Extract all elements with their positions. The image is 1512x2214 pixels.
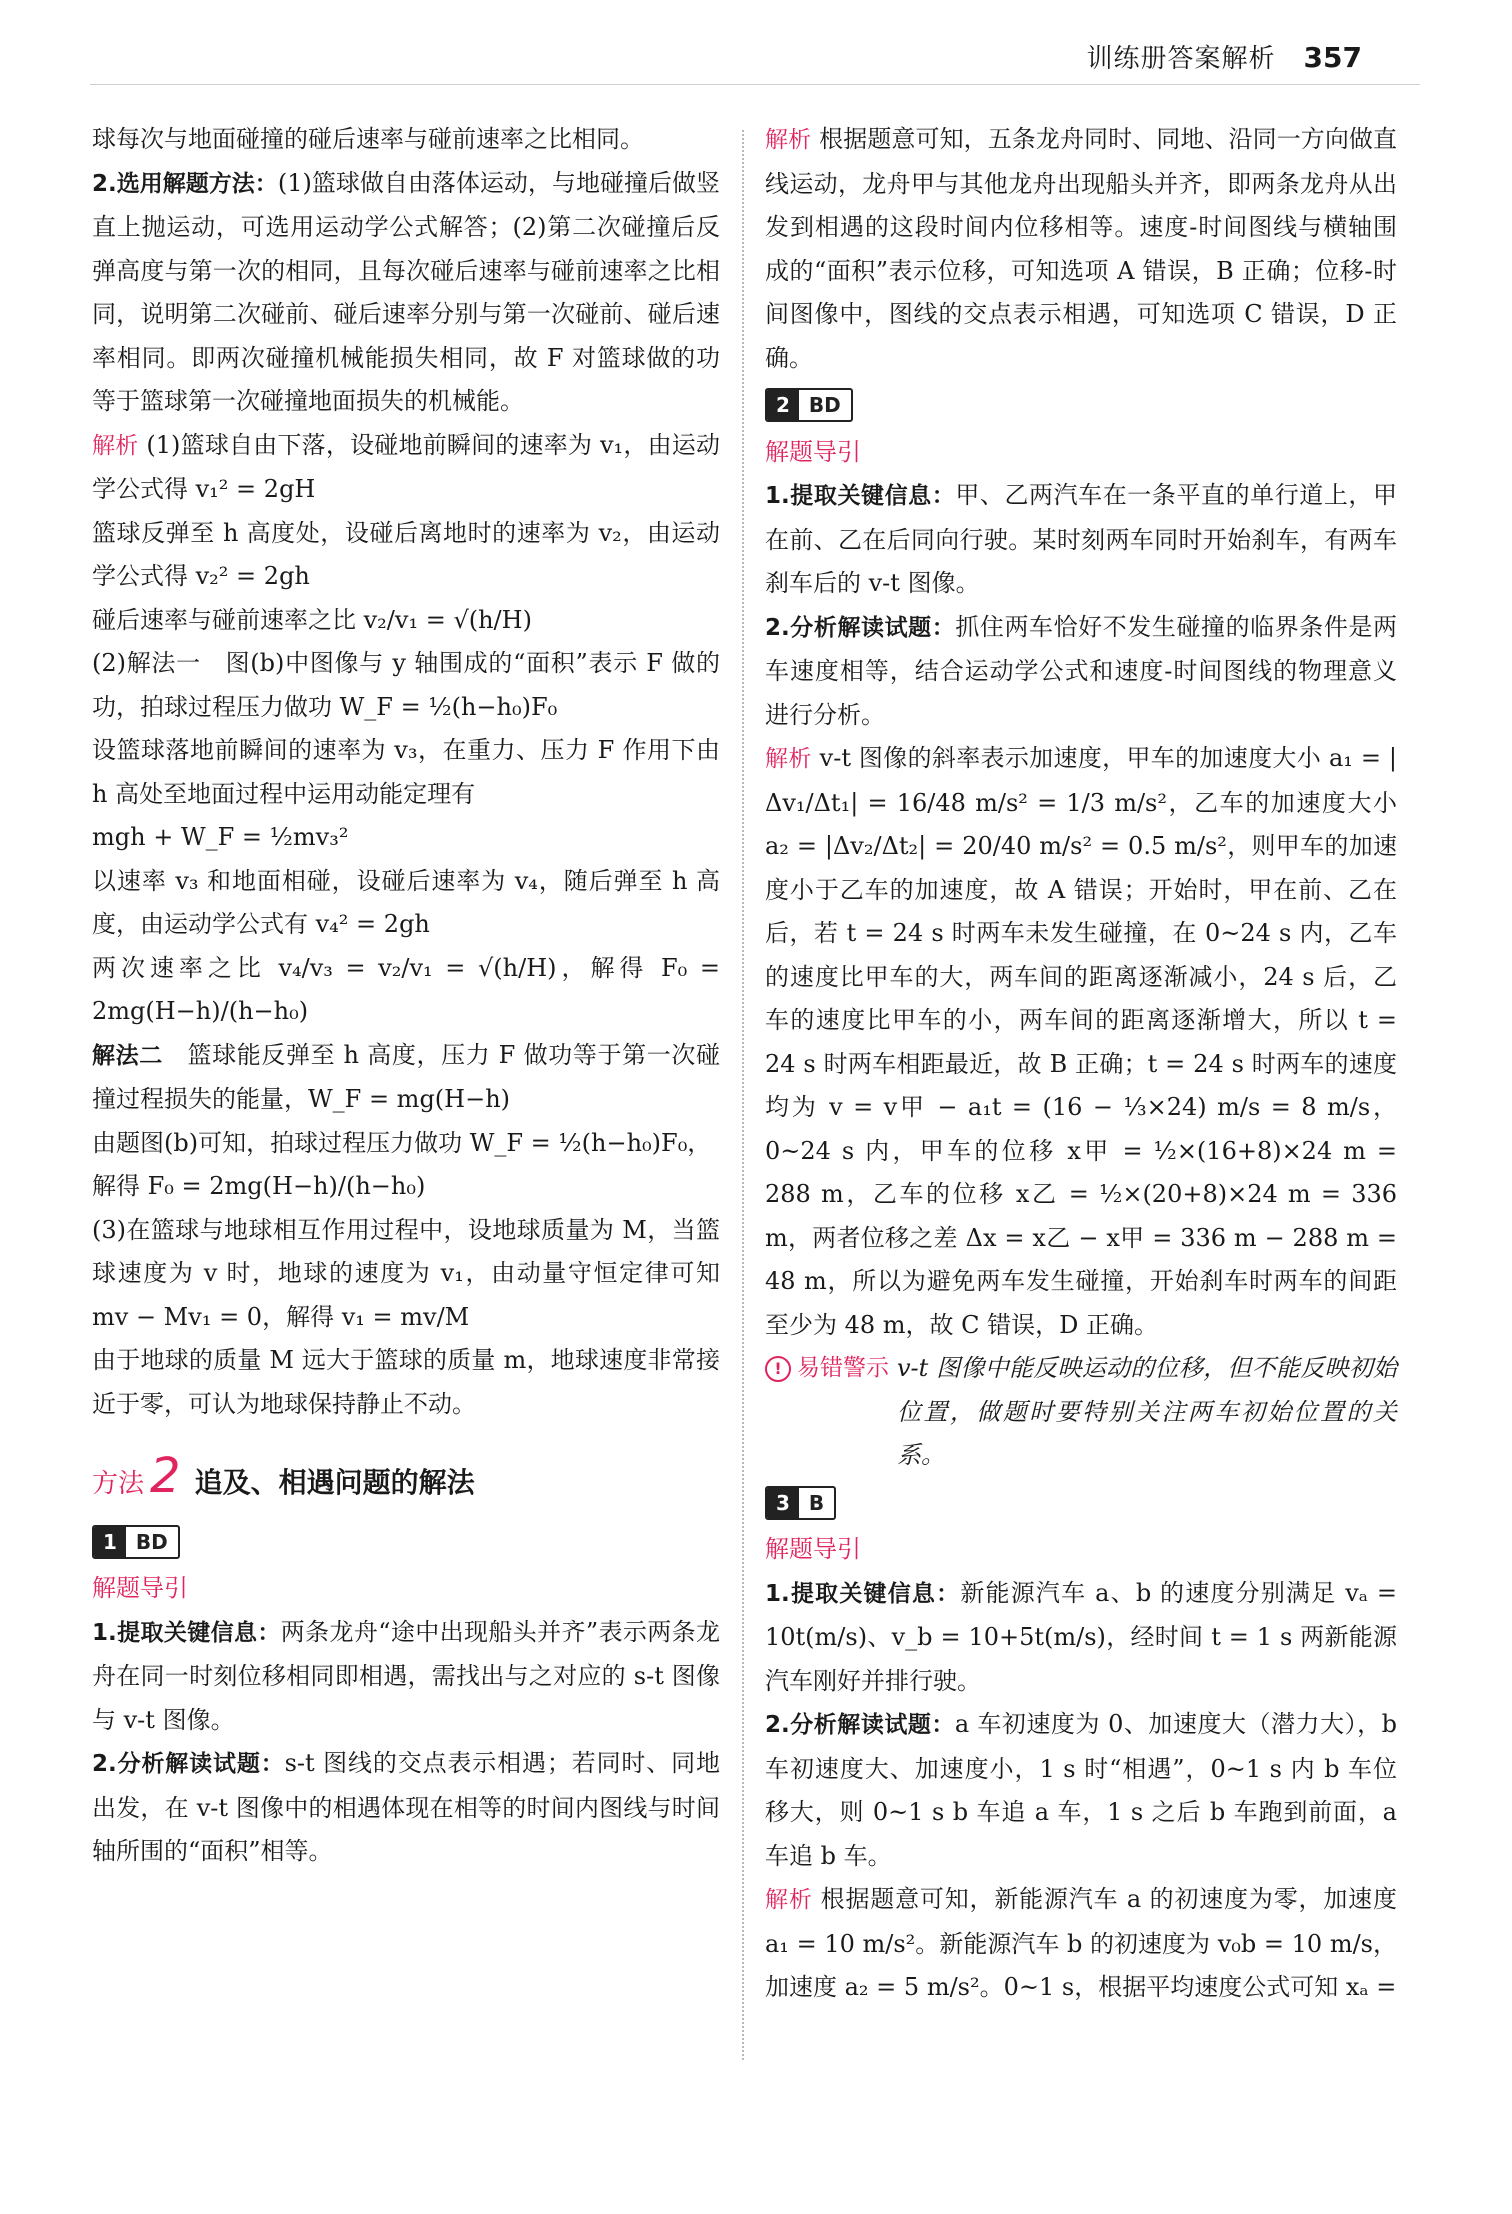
text: (1)篮球自由下落，设碰地前瞬间的速率为 v₁，由运动学公式得 v₁² = 2gH [92,430,720,503]
running-title: 训练册答案解析 [1086,44,1276,74]
key-label: 2.分析解读试题： [765,1712,955,1738]
analysis-paragraph [92,424,720,512]
left-column [92,118,720,1874]
method-heading [92,1448,720,1507]
question-answer: B [808,1490,825,1515]
paragraph: 以速率 v₃ 和地面相碰，设碰后速率为 v₄，随后弹至 h 高度，由运动学公式有 v₄² = 2gh [92,866,720,938]
analysis-paragraph [765,737,1397,1347]
warning-label: ! 易错警示 [765,1347,889,1478]
key-label: 2.分析解读试题： [92,1751,285,1777]
key-label: 2.分析解读试题： [765,614,956,641]
paragraph [765,474,1397,606]
key-label: 1.提取关键信息： [92,1619,281,1646]
text: 篮球能反弹至 h 高度，压力 F 做功等于第一次碰撞过程损失的能量，W_F = mg(H−h) [92,1040,720,1113]
analysis-tag: 解析 [92,432,139,459]
paragraph: 篮球反弹至 h 高度处，设碰后离地时的速率为 v₂，由运动学公式得 v₂² = 2gh [92,518,720,590]
guide-heading: 解题导引 [92,1574,188,1602]
question-number: 2 [767,390,799,420]
warning-text: v-t 图像中能反映运动的位移，但不能反映初始位置，做题时要特别关注两车初始位置的关系。 [897,1354,1397,1469]
guide-heading: 解题导引 [765,437,861,466]
paragraph [92,1742,720,1874]
analysis-tag: 解析 [765,127,812,153]
paragraph [92,1611,720,1743]
paragraph [765,1572,1397,1704]
page-number: 357 [1303,41,1362,74]
paragraph: (2)解法一 图(b)中图像与 y 轴围成的“面积”表示 F 做的功，拍球过程压力做功 W_F = ½(h−h₀)F₀ [92,649,720,721]
text: 根据题意可知，五条龙舟同时、同地、沿同一方向做直线运动，龙舟甲与其他龙舟出现船头并齐，即两条龙舟从出发到相遇的这段时间内位移相等。速度-时间图线与横轴围成的“面积”表示位移，可知选项 A 错误，B 正确；位移-时间图像中，图线的交点表示相遇，可知选项 C 错误，D 正确。 [765,125,1398,372]
text: 两条龙舟“途中出现船头并齐”表示两条龙舟在同一时刻位移相同即相遇，需找出与之对应的 s-t 图像与 v-t 图像。 [92,1617,720,1734]
guide-heading: 解题导引 [765,1535,861,1563]
text: 甲、乙两汽车在一条平直的单行道上，甲在前、乙在后同向行驶。某时刻两车同时开始刹车，有两车刹车后的 v-t 图像。 [765,481,1398,597]
question-badge [765,1486,836,1520]
exclamation-icon: ! [765,1356,791,1382]
key-label: 解法二 [92,1042,163,1069]
method-title: 追及、相遇问题的解法 [194,1466,475,1499]
analysis-tag: 解析 [765,746,812,772]
question-number: 3 [767,1488,799,1518]
question-badge [765,388,853,422]
method-label: 方法 [92,1469,145,1499]
right-column [765,118,1397,2010]
page-header [1087,38,1362,75]
question-answer: BD [135,1529,168,1554]
paragraph: 设篮球落地前瞬间的速率为 v₃，在重力、压力 F 作用下由 h 高处至地面过程中运用动能定理有 [92,736,720,808]
key-label: 2.选用解题方法： [92,170,278,197]
analysis-paragraph [765,118,1397,380]
formula-line: mgh + W_F = ½mv₃² [92,823,349,851]
paragraph [765,606,1397,738]
text: (1)篮球做自由落体运动，与地碰撞后做竖直上抛运动，可选用运动学公式解答；(2)第二次碰撞后反弹高度与第一次的相同，且每次碰后速率与碰前速率之比相同，说明第二次碰前、碰后速率分别与第一次碰前、碰后速率相同。即两次碰撞机械能损失相同，故 F 对篮球做的功等于篮球第一次碰撞地面损失的机械能。 [92,168,720,415]
column-divider [742,130,744,2060]
paragraph: (3)在篮球与地球相互作用过程中，设地球质量为 M，当篮球速度为 v 时，地球的速度为 v₁，由动量守恒定律可知 mv − Mv₁ = 0，解得 v₁ = mv/M [92,1215,720,1331]
formula-line: 碰后速率与碰前速率之比 v₂/v₁ = √(h/H) [92,605,532,634]
header-rule [90,84,1420,85]
paragraph [765,1703,1397,1878]
paragraph [92,162,720,424]
question-answer: BD [808,393,841,417]
text: 根据题意可知，新能源汽车 a 的初速度为零，加速度 a₁ = 10 m/s²。新能源汽车 b 的初速度为 v₀b = 10 m/s，加速度 a₂ = 5 m/s²。0~1 s，根据平均速度公式可知 xₐ = [765,1885,1397,2001]
paragraph: 由于地球的质量 M 远大于篮球的质量 m，地球速度非常接近于零，可认为地球保持静止不动。 [92,1346,720,1418]
text: a 车初速度为 0、加速度大（潜力大），b 车初速度大、加速度小，1 s 时“相遇”，0~1 s 内 b 车位移大，则 0~1 s b 车追 a 车，1 s 之后 b 车跑到前面，a 车追 b 车。 [765,1710,1397,1870]
text: s-t 图线的交点表示相遇；若同时、同地出发，在 v-t 图像中的相遇体现在相等的时间内图线与时间轴所围的“面积”相等。 [92,1749,720,1865]
text: 新能源汽车 a、b 的速度分别满足 vₐ = 10t(m/s)、v_b = 10+5t(m/s)，经时间 t = 1 s 两新能源汽车刚好并排行驶。 [765,1578,1397,1695]
analysis-tag: 解析 [765,1887,813,1913]
paragraph [92,1034,720,1122]
error-warning [765,1347,1397,1478]
paragraph: 球每次与地面碰撞的碰后速率与碰前速率之比相同。 [92,125,644,153]
formula-line: 解得 F₀ = 2mg(H−h)/(h−h₀) [92,1172,426,1200]
question-number: 1 [94,1527,126,1557]
formula-line: 由题图(b)可知，拍球过程压力做功 W_F = ½(h−h₀)F₀， [92,1128,712,1157]
text: v-t 图像的斜率表示加速度，甲车的加速度大小 a₁ = |Δv₁/Δt₁| = 16/48 m/s² = 1/3 m/s²，乙车的加速度大小 a₂ = |Δv₂/Δt₂| = 20/40 m/s² = 0.5 m/s²，则甲车的加速度小于乙车的加速度，故 A 错误；开始时，甲在前、乙在后，若 t = 24 s 时两车未发生碰撞，在 0~24 s 内，乙车的速度比甲车的大，两车间的距离逐渐减小，24 s 后，乙车的速度比甲车的小，两车间的距离逐渐增大，所以 t = 24 s 时两车相距最近，故 B 正确；t = 24 s 时两车的速度均为 v = v甲 − a₁t = (16 − ⅓×24) m/s = 8 m/s，0~24 s 内，甲车的位移 x甲 = ½×(16+8)×24 m = 288 m，乙车的位移 x乙 = ½×(20+8)×24 m = 336 m，两者位移之差 Δx = x乙 − x甲 = 336 m − 288 m = 48 m，所以为避免两车发生碰撞，开始刹车时两车的间距至少为 48 m，故 C 错误，D 正确。 [765,744,1398,1339]
key-label: 1.提取关键信息： [765,483,956,509]
formula-line: 两次速率之比 v₄/v₃ = v₂/v₁ = √(h/H)，解得 F₀ = 2mg(H−h)/(h−h₀) [92,953,720,1025]
analysis-paragraph [765,1878,1397,2010]
key-label: 1.提取关键信息： [765,1580,961,1607]
question-badge [92,1525,180,1559]
text: 抓住两车恰好不发生碰撞的临界条件是两车速度相等，结合运动学公式和速度-时间图线的物理意义进行分析。 [765,612,1398,729]
method-number: 2 [150,1448,181,1504]
